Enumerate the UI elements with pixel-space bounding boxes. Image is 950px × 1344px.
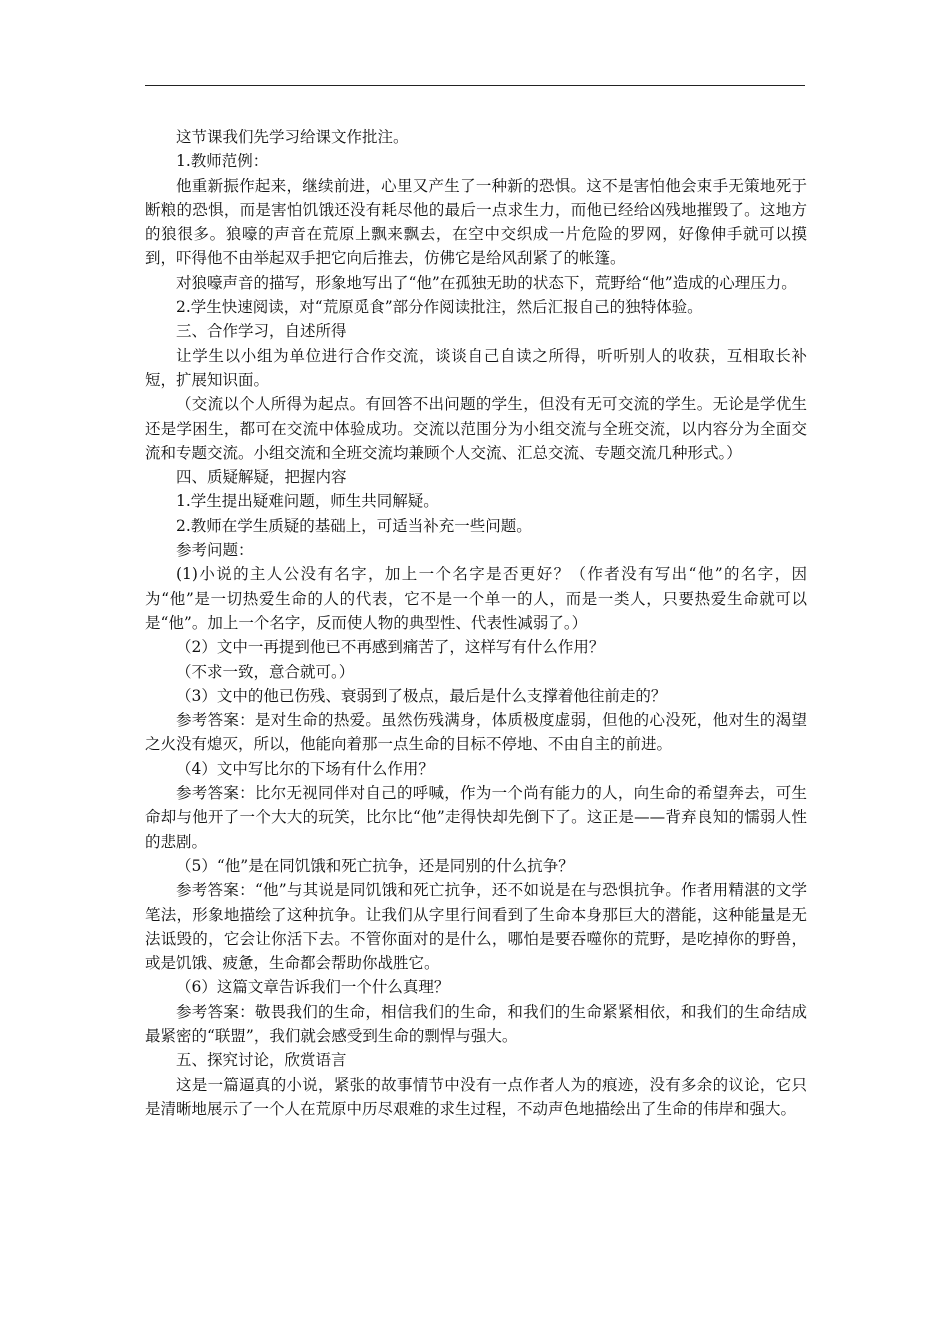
question-6: （6）这篇文章告诉我们一个什么真理？ [176,978,450,997]
header-rule [145,85,805,86]
paragraph-intro: 这节课我们先学习给课文作批注。 [176,128,409,146]
section-heading-questions: 四、质疑解疑，把握内容 [176,468,347,487]
paragraph-example-text: 他重新振作起来，继续前进，心里又产生了一种新的恐惧。这不是害怕他会束手无策地死于断粮的恐惧，而是害怕饥饿还没有耗尽他的最后一点求生力，而他已经给凶残地摧毁了。这地方的狼很多。狼嚎的声音在荒原上飘来飘去，在空中交织成一片危险的罗网，好像伸手就可以摸到，吓得他不由举起双手把它向后推去，仿佛它是给风刮紧了的帐篷。 [145,176,807,268]
question-1: (1)小说的主人公没有名字，加上一个名字是否更好？（作者没有写出“他”的名字，因为“他”是一切热爱生命的人的代表，它不是一个单一的人，而是一类人，只要热爱生命就可以是“他”。加上一个名字，反而使人物的典型性、代表性减弱了。） [145,565,807,632]
answer-4: 参考答案：比尔无视同伴对自己的呼喊，作为一个尚有能力的人，向生命的希望奔去，可生命却与他开了一个大大的玩笑，比尔比“他”走得快却先倒下了。这正是——背弃良知的懦弱人性的悲剧。 [145,784,807,851]
paragraph-discussion: 这是一篇逼真的小说，紧张的故事情节中没有一点作者人为的痕迹，没有多余的议论，它只是清晰地展示了一个人在荒原中历尽艰难的求生过程，不动声色地描绘出了生命的伟岸和强大。 [145,1075,807,1118]
section-heading-discussion: 五、探究讨论，欣赏语言 [176,1051,347,1070]
paragraph-example-annotation: 对狼嚎声音的描写，形象地写出了“他”在孤独无助的状态下，荒野给“他”造成的心理压力。 [176,273,797,292]
paragraph-exchange-note: （交流以个人所得为起点。有回答不出问题的学生，但没有无可交流的学生。无论是学优生还是学困生，都可在交流中体验成功。交流以范围分为小组交流与全班交流，以内容分为全面交流和专题交流。小组交流和全班交流均兼顾个人交流、汇总交流、专题交流几种形式。） [145,395,807,462]
answer-5: 参考答案：“他”与其说是同饥饿和死亡抗争，还不如说是在与恐惧抗争。作者用精湛的文学笔法，形象地描绘了这种抗争。让我们从字里行间看到了生命本身那巨大的潜能，这种能量是无法诋毁的，它会让你活下去。不管你面对的是什么，哪怕是要吞噬你的荒野，是吃掉你的野兽，或是饥饿、疲惫，生命都会帮助你战胜它。 [145,881,807,973]
section-heading-cooperative: 三、合作学习，自述所得 [176,322,347,341]
answer-6: 参考答案：敬畏我们的生命，相信我们的生命，和我们的生命紧紧相依，和我们的生命结成最紧密的“联盟”，我们就会感受到生命的剽悍与强大。 [145,1002,807,1045]
paragraph-students-raise-questions: 1.学生提出疑难问题，师生共同解疑。 [176,492,439,511]
question-3: （3）文中的他已伤残、衰弱到了极点，最后是什么支撑着他往前走的？ [176,686,667,705]
paragraph-teacher-supplement: 2.教师在学生质疑的基础上，可适当补充一些问题。 [176,516,532,535]
paragraph-reference-questions: 参考问题： [176,541,254,560]
document-body [145,125,807,1121]
question-5: （5）“他”是在同饥饿和死亡抗争，还是同别的什么抗争？ [176,856,574,875]
question-4: （4）文中写比尔的下场有什么作用？ [176,759,434,778]
answer-3: 参考答案：是对生命的热爱。虽然伤残满身，体质极度虚弱，但他的心没死，他对生的渴望之火没有熄灭，所以，他能向着那一点生命的目标不停地、不由自主的前进。 [145,711,807,754]
question-2: （2）文中一再提到他已不再感到痛苦了，这样写有什么作用？ [176,638,605,657]
paragraph-group-exchange: 让学生以小组为单位进行合作交流，谈谈自己自读之所得，听听别人的收获，互相取长补短，扩展知识面。 [145,346,807,389]
paragraph-teacher-example-heading: 1.教师范例： [176,152,269,171]
answer-2: （不求一致，意合就可。） [176,662,355,681]
paragraph-student-reading: 2.学生快速阅读，对“荒原觅食”部分作阅读批注，然后汇报自己的独特体验。 [176,298,703,317]
